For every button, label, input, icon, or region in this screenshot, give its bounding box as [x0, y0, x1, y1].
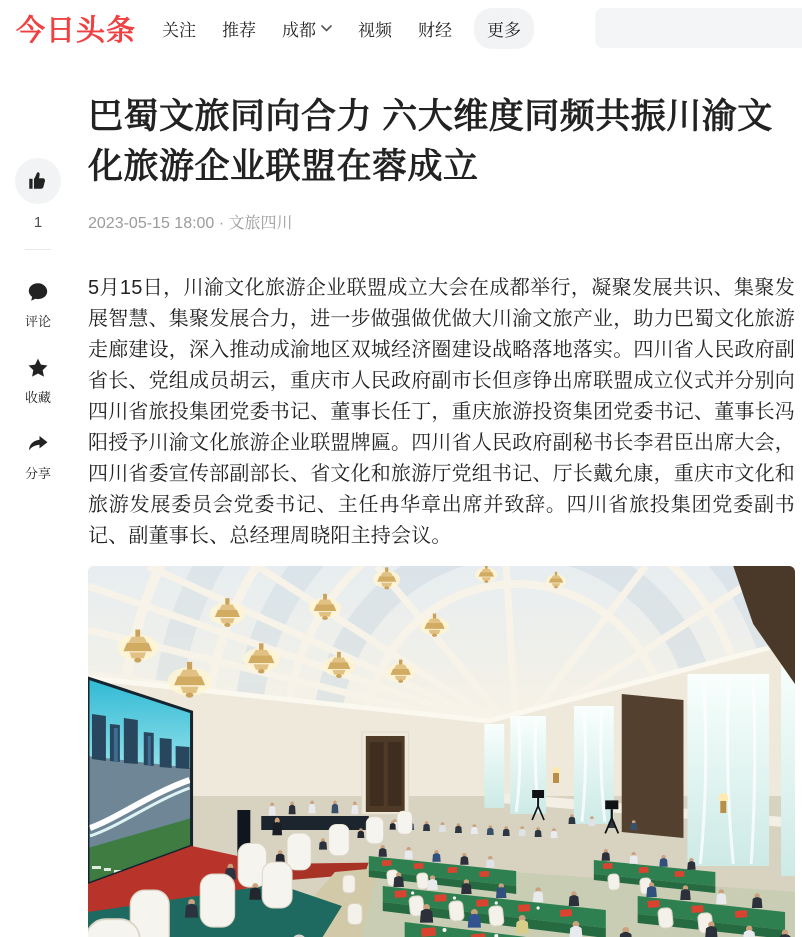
article-title: 巴蜀文旅同向合力 六大维度同频共振川渝文化旅游企业联盟在蓉成立 [88, 97, 773, 186]
star-icon [26, 356, 50, 380]
favorite-button[interactable] [25, 356, 51, 406]
share-button[interactable] [25, 432, 51, 482]
article-source[interactable]: 文旅四川 [228, 215, 293, 232]
thumbs-up-icon [27, 170, 49, 192]
chevron-down-icon [321, 25, 332, 32]
article-paragraph: 5月15日，川渝文化旅游企业联盟成立大会在成都举行，凝聚发展共识、集聚发展智慧、集聚发展合力，进一步做强做优做大川渝文旅产业，助力巴蜀文化旅游走廊建设，深入推动成渝地区双城经济圈建设战略落地落实。四川省人民政府副省长、党组成员胡云，重庆市人民政府副市长但彦铮出席联盟成立仪式并分别向四川省旅投集团党委书记、董事长任丁，重庆旅游投资集团党委书记、董事长冯阳授予川渝文化旅游企业联盟牌匾。四川省人民政府副秘书长李君臣出席大会，四川省委宣传部副部长、省文化和旅游厅党组书记、厅长戴允康，重庆市文化和旅游发展委员会党委书记、主任冉华章出席并致辞。四川省旅投集团党委副书记、副董事长、总经理周晓阳主持会议。 [88, 277, 795, 547]
article-action-rail [14, 158, 62, 482]
meta-separator: · [214, 215, 229, 232]
favorite-label: 收藏 [24, 390, 51, 405]
article-meta [88, 210, 795, 233]
nav-recommend[interactable]: 推荐 [222, 20, 257, 40]
share-icon [26, 432, 50, 456]
top-navbar [0, 0, 802, 56]
nav-chengdu[interactable]: 成都 [282, 16, 332, 41]
main-nav [162, 16, 452, 41]
search-input[interactable] [595, 8, 802, 48]
toutiao-logo[interactable]: 今日头条 [16, 14, 137, 47]
comment-label: 评论 [24, 314, 51, 329]
nav-more-button[interactable]: 更多 [474, 8, 534, 49]
article-main [88, 92, 795, 937]
like-button[interactable] [15, 158, 61, 204]
nav-video[interactable]: 视频 [358, 20, 393, 40]
comment-button[interactable] [25, 280, 51, 330]
rail-divider [25, 249, 51, 250]
comment-icon [26, 280, 50, 304]
publish-time: 2023-05-15 18:00 [88, 215, 215, 232]
conference-photo-illustration [88, 566, 795, 937]
article-photo[interactable] [88, 566, 795, 937]
nav-finance[interactable]: 财经 [418, 20, 453, 40]
nav-follow[interactable]: 关注 [162, 20, 197, 40]
like-count: 1 [33, 214, 43, 231]
share-label: 分享 [24, 466, 51, 481]
